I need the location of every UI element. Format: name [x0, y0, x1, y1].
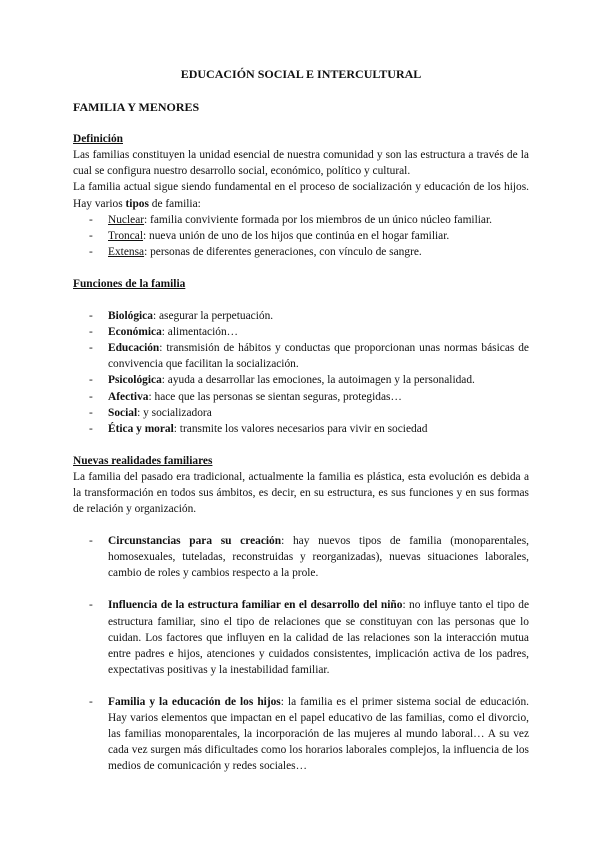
- list-item: [73, 694, 529, 774]
- document-title: EDUCACIÓN SOCIAL E INTERCULTURAL: [180, 67, 422, 81]
- list-item: [73, 405, 529, 421]
- definicion-p2-bold: tipos: [125, 197, 149, 210]
- funcion-desc: : transmite los valores necesarios para vivir en sociedad: [173, 422, 428, 435]
- section-heading-nuevas: Nuevas realidades familiares: [73, 454, 213, 467]
- list-item: [73, 244, 529, 260]
- definicion-paragraph-2: [73, 179, 529, 211]
- nueva-term: Circunstancias para su creación: [108, 535, 282, 548]
- list-item: [73, 533, 529, 581]
- definicion-p2-text: La familia actual sigue siendo fundamental en el proceso de socialización y educación de los hijos. Hay varios: [73, 181, 529, 210]
- funcion-desc: : ayuda a desarrollar las emociones, la autoimagen y la personalidad.: [161, 374, 475, 387]
- tipos-list: [73, 212, 529, 260]
- document-subtitle: FAMILIA Y MENORES: [73, 100, 200, 115]
- funcion-term: Educación: [108, 342, 160, 355]
- list-item: [73, 228, 529, 244]
- list-item: [73, 372, 529, 388]
- funcion-desc: : alimentación…: [161, 326, 239, 339]
- bullet-dash: -: [89, 342, 93, 355]
- tipo-term: Nuclear: [108, 213, 145, 226]
- funcion-term: Biológica: [108, 310, 153, 323]
- nuevas-intro-paragraph: La familia del pasado era tradicional, actualmente la familia es plástica, esta evolución es debida a la transformación en todos sus ámbitos, es decir, en su estructura, es sus funciones y en sus formas de relación y organización.: [73, 470, 529, 516]
- bullet-dash: -: [89, 310, 93, 323]
- tipo-desc: : familia conviviente formada por los miembros de un único núcleo familiar.: [144, 213, 492, 226]
- nuevas-list: [73, 694, 529, 774]
- bullet-dash: -: [89, 695, 93, 708]
- nueva-desc: : no influye tanto el tipo de estructura familiar, sino el tipo de relaciones que se constituyan con las personas que lo cuidan. Los factores que influyen en la calidad de las relaciones son la interacción mutua entre padres e hijos, atenciones y cuidados consistentes, implicación activa de los padres, expectativas positivas y la inestabilidad familiar.: [108, 599, 530, 676]
- funcion-desc: : transmisión de hábitos y conductas que proporcionan unas normas básicas de convivencia que facilitan la socialización.: [108, 342, 529, 371]
- funcion-term: Ética y moral: [108, 422, 174, 435]
- nueva-term: Familia y la educación de los hijos: [108, 695, 281, 708]
- list-item: [73, 308, 529, 324]
- bullet-dash: -: [89, 406, 93, 419]
- nueva-term: Influencia de la estructura familiar en el desarrollo del niño: [108, 599, 403, 612]
- bullet-dash: -: [89, 213, 93, 226]
- list-item: [73, 421, 529, 437]
- bullet-dash: -: [89, 535, 93, 548]
- list-item: [73, 324, 529, 340]
- funcion-desc: : hace que las personas se sientan seguras, protegidas…: [148, 390, 402, 403]
- list-item: [73, 212, 529, 228]
- bullet-dash: -: [89, 390, 93, 403]
- funcion-desc: : asegurar la perpetuación.: [152, 310, 274, 323]
- definicion-p2-tail: de familia:: [148, 197, 201, 210]
- bullet-dash: -: [89, 245, 93, 258]
- document-page: [73, 66, 529, 774]
- nueva-desc: : la familia es el primer sistema social de educación. Hay varios elementos que impactan en el papel educativo de las familias, como el divorcio, las familias monoparentales, la incorporación de las mujeres al mundo laboral… A su vez cada vez surgen más dificultades como los horarios laborales complejos, la influencia de los medios de comunicación y redes sociales…: [108, 695, 529, 773]
- nueva-desc: : hay nuevos tipos de familia (monoparentales, homosexuales, tuteladas, reconstruidas y reorganizadas), nuevas situaciones laborales, cambio de roles y cambios respecto a la prole.: [108, 535, 529, 580]
- bullet-dash: -: [89, 229, 93, 242]
- funciones-list: [73, 308, 529, 437]
- tipo-term: Extensa: [108, 245, 145, 258]
- funcion-term: Social: [108, 406, 138, 419]
- section-heading-definicion: Definición: [73, 133, 123, 146]
- list-item: [73, 597, 529, 677]
- funcion-term: Afectiva: [108, 390, 149, 403]
- funcion-desc: : y socializadora: [137, 406, 212, 419]
- list-item: [73, 340, 529, 372]
- funcion-term: Psicológica: [108, 374, 162, 387]
- bullet-dash: -: [89, 374, 93, 387]
- nuevas-list: [73, 597, 529, 677]
- list-item: [73, 389, 529, 405]
- bullet-dash: -: [89, 599, 93, 612]
- definicion-paragraph-1: Las familias constituyen la unidad esencial de nuestra comunidad y son las estructura a través de la cual se configura nuestro desarrollo social, económico, político y cultural.: [73, 149, 529, 178]
- bullet-dash: -: [89, 326, 93, 339]
- tipo-desc: : nueva unión de uno de los hijos que continúa en el hogar familiar.: [143, 229, 450, 242]
- bullet-dash: -: [89, 422, 93, 435]
- tipo-term: Troncal: [108, 229, 144, 242]
- section-heading-funciones: Funciones de la familia: [73, 277, 186, 290]
- nuevas-list: [73, 533, 529, 581]
- tipo-desc: : personas de diferentes generaciones, con vínculo de sangre.: [144, 245, 422, 258]
- funcion-term: Económica: [108, 326, 162, 339]
